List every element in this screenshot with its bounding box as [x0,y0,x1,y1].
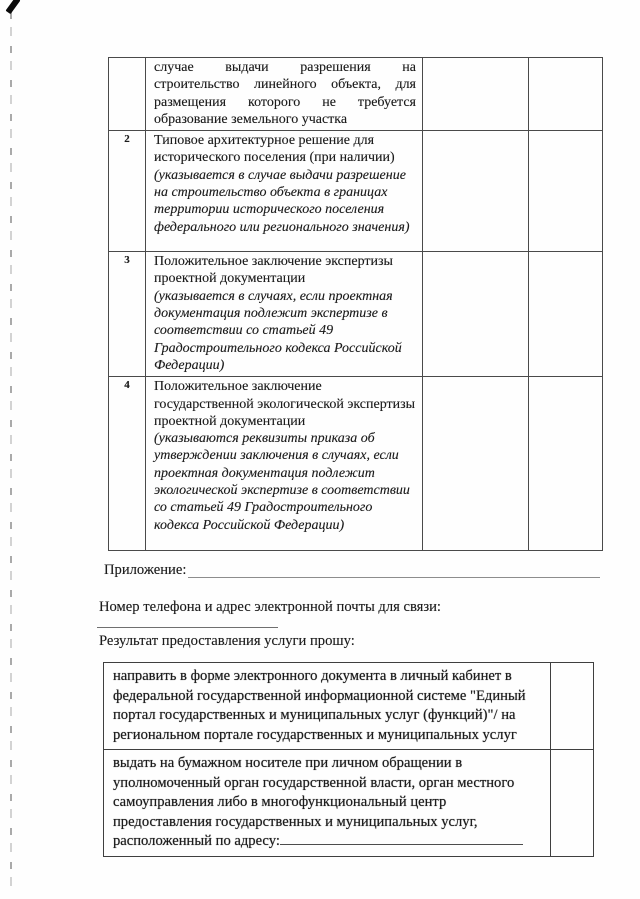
contact-label: Номер телефона и адрес электронной почты для связи: [99,599,441,615]
row-number-cell: 2 [109,131,146,252]
empty-cell [423,131,529,252]
empty-cell [529,131,603,252]
row-text: Типовое архитектурное решение для исторического поселения (при наличии) [154,133,395,166]
row-note: (указывается в случае выдачи разрешение на строительство объекта в границах территории исторического поселения федерального или регионального значения) [154,167,410,235]
empty-cell [529,377,603,551]
result-option-text-cell [104,750,551,857]
row-note: (указываются реквизиты приказа об утверждении заключения в случаях, если проектная документация подлежит экологической экспертизе в соответствии со статьей 49 Градостроительного кодекса Российской Федерации) [154,431,410,533]
empty-cell [423,377,529,551]
row-text: Положительное заключение экспертизы проектной документации [154,254,393,287]
table-row [109,377,603,551]
empty-cell [423,252,529,377]
row-text: случае выдачи разрешения на строительство линейного объекта, для размещения которого не требуется образование земельного участка [154,60,416,127]
table-row [109,58,603,131]
result-option-row [104,663,594,750]
address-blank-line [280,832,523,845]
row-text-cell [146,377,423,551]
row-text-cell [146,58,423,131]
result-options-table [103,662,594,857]
result-label: Результат предоставления услуги прошу: [99,633,355,649]
table-row [109,252,603,377]
empty-cell [529,252,603,377]
result-option-checkbox-cell [551,750,594,857]
scan-artifact-line [10,12,12,887]
empty-cell [529,58,603,131]
attachment-label: Приложение: [104,562,187,578]
row-note: (указывается в случаях, если проектная документация подлежит экспертизе в соответствии со статьей 49 Градостроительного кодекса Российской Федерации) [154,288,402,373]
result-option-row [104,750,594,857]
attachment-blank-line [188,562,600,578]
scan-corner-mark [6,0,21,14]
attachment-field [104,562,600,579]
row-number-cell [109,58,146,131]
row-text: Положительное заключение государственной экологической экспертизы проектной документации [154,379,416,429]
row-number-cell: 4 [109,377,146,551]
result-option-text: направить в форме электронного документа в личный кабинет в федеральной государственной информационной системе "Единый портал государственных и муниципальных услуг (функций)"/ на региональном портале государственных и муниципальных услуг [104,663,551,750]
contact-blank-line [97,627,278,628]
result-option-checkbox-cell [551,663,594,750]
empty-cell [423,58,529,131]
row-number-cell: 3 [109,252,146,377]
table-row [109,131,603,252]
requisites-table [108,57,603,551]
row-text-cell [146,131,423,252]
row-text-cell [146,252,423,377]
result-option-text: выдать на бумажном носителе при личном обращении в уполномоченный орган государственной власти, орган местного самоуправления либо в многофункциональный центр предоставления государственных и муниципальных услуг, расположенный по адресу: [113,755,515,849]
